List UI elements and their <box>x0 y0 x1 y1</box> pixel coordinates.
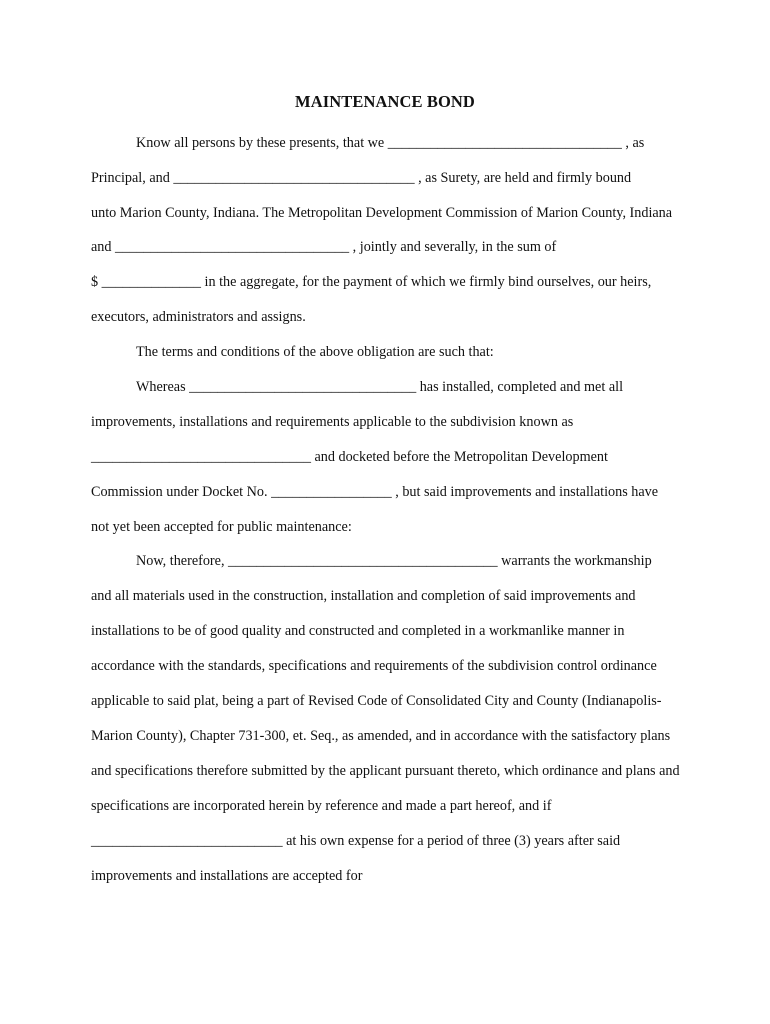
text-line: Commission under Docket No. _________________ , but said improvements and installations have <box>91 484 659 500</box>
text-line: improvements, installations and requirements applicable to the subdivision known as <box>91 414 574 430</box>
document-title: MAINTENANCE BOND <box>295 92 475 111</box>
text-line: not yet been accepted for public maintenance: <box>91 519 352 535</box>
text-line: Now, therefore, ______________________________________ warrants the workmanship <box>136 553 652 569</box>
text-line: accordance with the standards, specifications and requirements of the subdivision control ordinance <box>91 658 657 674</box>
text-line: executors, administrators and assigns. <box>91 309 306 325</box>
text-line: installations to be of good quality and constructed and completed in a workmanlike manner in <box>91 623 625 639</box>
text-line: and _________________________________ , jointly and severally, in the sum of <box>91 239 557 255</box>
text-line: Principal, and __________________________________ , as Surety, are held and firmly bound <box>91 170 632 186</box>
text-line: and specifications therefore submitted by the applicant pursuant thereto, which ordinance and plans and <box>91 763 680 779</box>
text-line: unto Marion County, Indiana. The Metropolitan Development Commission of Marion County, Indiana <box>91 205 673 221</box>
text-line: Know all persons by these presents, that we _________________________________ , as <box>136 135 645 151</box>
text-line: Whereas ________________________________ has installed, completed and met all <box>136 379 624 395</box>
text-line: The terms and conditions of the above obligation are such that: <box>136 344 494 360</box>
text-line: ___________________________ at his own expense for a period of three (3) years after said <box>91 833 621 849</box>
text-line: Marion County), Chapter 731-300, et. Seq., as amended, and in accordance with the satisfactory plans <box>91 728 671 744</box>
text-line: specifications are incorporated herein by reference and made a part hereof, and if <box>91 798 552 814</box>
text-line: $ ______________ in the aggregate, for the payment of which we firmly bind ourselves, our heirs, <box>91 274 652 290</box>
text-line: improvements and installations are accepted for <box>91 868 363 884</box>
text-line: _______________________________ and docketed before the Metropolitan Development <box>91 449 608 465</box>
text-line: and all materials used in the construction, installation and completion of said improvements and <box>91 588 636 604</box>
text-line: applicable to said plat, being a part of Revised Code of Consolidated City and County (Indianapolis- <box>91 693 662 709</box>
